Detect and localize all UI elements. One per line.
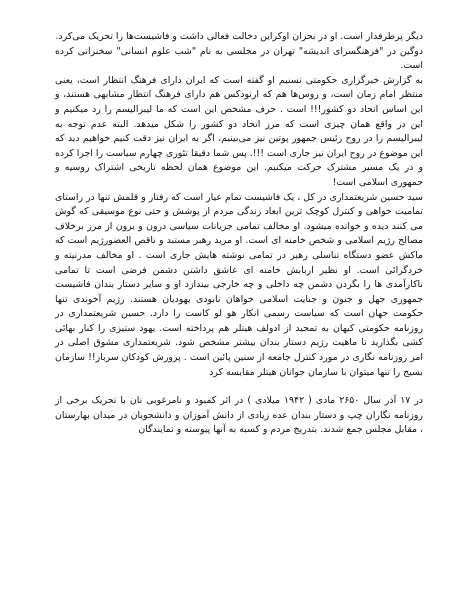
- paragraph-dugin-speech: دوگین در "فرهنگسرای اندیشه" تهران در مجلسی به نام "شب علوم انسانی" سخنرانی کرده است.: [55, 45, 423, 72]
- paragraph-intro-end: دیگر پرطرفدار است. او در بحران اوکراین دخالت فعالی داشت و فاشیست‌ها را تحریک می‌کرد.: [55, 31, 423, 42]
- article-body: [55, 30, 423, 438]
- paragraph-azar-17: در ۱۷ آذر سال ۲۶۵۰ مادی ( ۱۹۴۲ میلادی ) در اثر کمبود و نامرغوبی نان با تحریک برخی از روزنامه نگاران چپ و دستار بندان عده زیادی از دانش آموزان و دانشجویان در میدان بهارستان ، مقابل مجلس جمع شدند. بتدریج مردم و کسبه به آنها پیوسته و نمایندگان: [55, 395, 423, 436]
- paragraph-tasnim-report: به گزارش خبرگزاری حکومتی تسنیم او گفته است که ایران دارای فرهنگ انتظار است، یعنی منتظر امام زمان است، و روس‌ها هم که ارتودکس هم دارای فرهنگ انتظار مشابهی هستند، و این اساس اتحاد دو کشور!!! است . حرف مشخص این است که ما لیبرالیسم را رد میکنیم و این در واقع همان چیزی است که مرز اتحاد دو کشور را شکل میدهد. البته عدم توجه به لیبرالیسم را در روح رئیس جمهور پوتین نیز می‌بینیم، اگر به ایران نیز دقت کنیم خواهیم دید که این موضوع در روح ایران نیز جاری است !!!. پس شما دقیقا تئوری چهارم سیاست را اجرا کرده و در یک مسیر مشترک حرکت میکنیم. این موضوع همان لحظه تاریخی اشتراک روسیه و جمهوری اسلامی است!: [55, 74, 423, 188]
- paragraph-shariatmadari: سید حسین شریعتمداری در کل ، یک فاشیست تمام عیار است که رفتار و قلمش تنها در راستای تمامیت خواهی و کنترل کوچک ترین ابعاد زندگی مردم از پوشش و حتی نوع موسیقی که گوش می کنند دیده و خوانده میشود. او مخالف تمامی جریانات سیاسی درون و برون از مرز برخلاف مصالح رژیم اسلامی و شخص خامنه ای است. او مرید رهبر مستبد و ناقص العضورژیم است که ماکش عضو دستگاه تناسلی رهبر در تمامی نوشته هایش جاری است . او مخالف مدرنیته و خردگرائی است. او نظیر اربابش خامنه ای عاشق داشتن دشمن فرضی است تا تمامی ناکارآمدی ها را بگردن دشمن چه داخلی و چه خارجی بیندازد او و سایر دستار بندان فاشیست جمهوری جهل و جنون و جنایت اسلامی خواهان نابودی یهودیان هستند. رژیم آخوندی تنها حکومت جهان است که سیاست رسمی انکار هو لو کاست را دارد. حسین شریعتمداری در روزنامه حکومتی کیهان به تمجید از ادولف هیتلر هم پرداخته است. یهود ستیزی را کنار بهائی کشی بگذارید تا ماهیت رژیم دستار بندان بیشتر مشخص شود. شریعتمداری مشوق اصلی در امر روزنامه نگاری در مورد کنترل جامعه از سنین پائین است . پرورش کودکان سرباز!! سازمان بسیج را تنها میتوان با سازمان جوانان هیتلر مقایسه کرد: [55, 191, 423, 378]
